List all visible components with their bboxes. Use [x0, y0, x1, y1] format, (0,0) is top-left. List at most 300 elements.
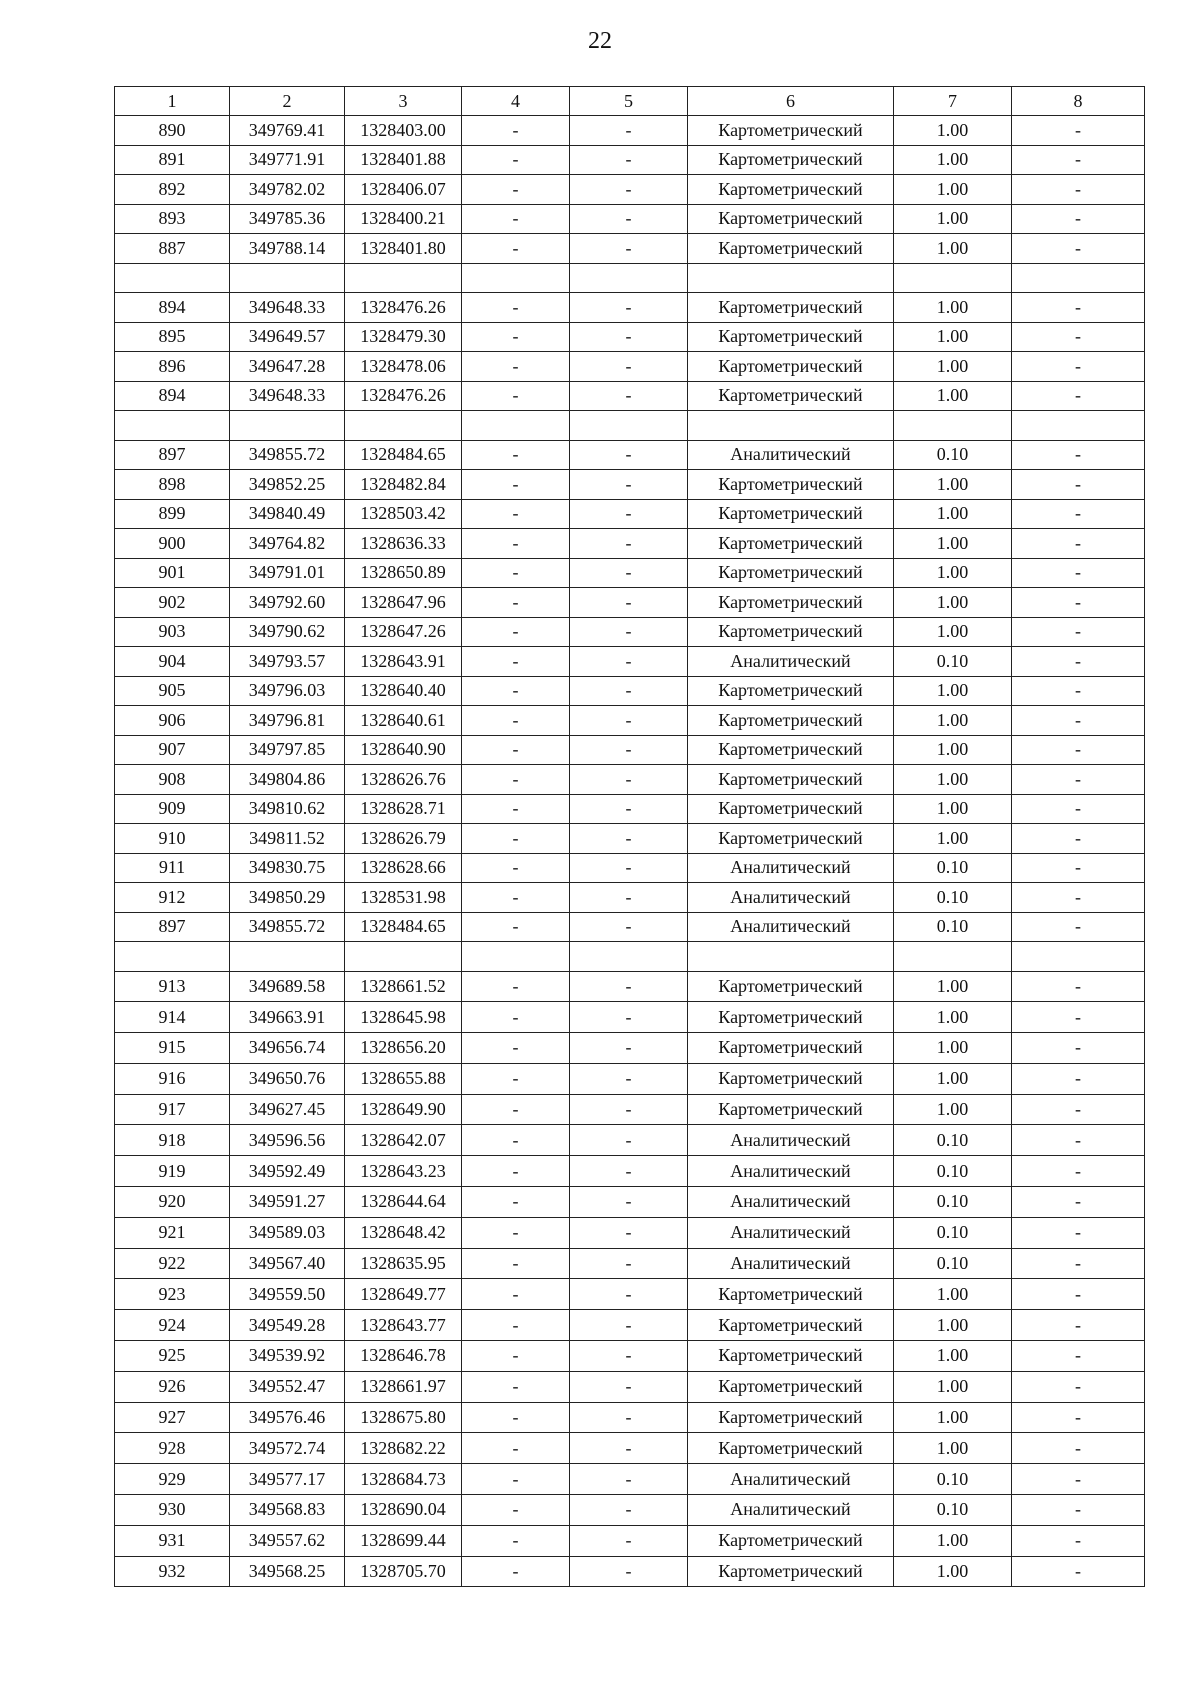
- table-cell: -: [462, 1248, 570, 1279]
- table-cell: -: [1012, 204, 1145, 234]
- table-cell: 349592.49: [230, 1156, 345, 1187]
- table-cell: 1328646.78: [345, 1341, 462, 1372]
- table-cell: -: [570, 1495, 688, 1526]
- table-cell: -: [462, 1094, 570, 1125]
- separator-cell: [688, 411, 894, 441]
- table-cell: 1.00: [894, 706, 1012, 736]
- table-row: [115, 440, 1145, 470]
- table-cell: -: [570, 175, 688, 205]
- table-cell: -: [1012, 1310, 1145, 1341]
- table-cell: -: [1012, 352, 1145, 382]
- table-cell: 1328478.06: [345, 352, 462, 382]
- table-cell: -: [462, 145, 570, 175]
- table-cell: 1.00: [894, 1371, 1012, 1402]
- table-cell: 349855.72: [230, 440, 345, 470]
- table-row: [115, 204, 1145, 234]
- table-cell: -: [462, 1371, 570, 1402]
- table-cell: 349577.17: [230, 1464, 345, 1495]
- table-cell: 1.00: [894, 1525, 1012, 1556]
- table-cell: -: [1012, 529, 1145, 559]
- table-cell: -: [570, 735, 688, 765]
- table-cell: 919: [115, 1156, 230, 1187]
- table-cell: -: [1012, 1248, 1145, 1279]
- table-cell: Картометрический: [688, 765, 894, 795]
- separator-row: [115, 263, 1145, 293]
- table-cell: -: [462, 588, 570, 618]
- table-cell: -: [1012, 617, 1145, 647]
- column-header: 1: [115, 87, 230, 116]
- table-cell: 1328647.26: [345, 617, 462, 647]
- table-cell: Картометрический: [688, 116, 894, 146]
- table-cell: 1328628.71: [345, 794, 462, 824]
- table-cell: Аналитический: [688, 647, 894, 677]
- table-cell: Картометрический: [688, 145, 894, 175]
- separator-cell: [115, 263, 230, 293]
- table-cell: -: [570, 145, 688, 175]
- separator-cell: [894, 411, 1012, 441]
- table-cell: -: [570, 470, 688, 500]
- table-cell: 0.10: [894, 853, 1012, 883]
- table-cell: 903: [115, 617, 230, 647]
- table-cell: -: [1012, 1125, 1145, 1156]
- table-cell: -: [462, 1464, 570, 1495]
- table-cell: 895: [115, 322, 230, 352]
- table-cell: 1328690.04: [345, 1495, 462, 1526]
- table-cell: 931: [115, 1525, 230, 1556]
- table-cell: 1.00: [894, 175, 1012, 205]
- table-cell: 1.00: [894, 971, 1012, 1002]
- separator-cell: [345, 411, 462, 441]
- table-cell: 0.10: [894, 1248, 1012, 1279]
- table-cell: -: [1012, 1187, 1145, 1218]
- table-cell: -: [1012, 470, 1145, 500]
- table-cell: -: [570, 1033, 688, 1064]
- table-cell: -: [1012, 322, 1145, 352]
- table-cell: -: [570, 1341, 688, 1372]
- table-row: [115, 647, 1145, 677]
- table-cell: 349785.36: [230, 204, 345, 234]
- table-cell: -: [462, 529, 570, 559]
- table-cell: Картометрический: [688, 617, 894, 647]
- table-cell: 1.00: [894, 145, 1012, 175]
- table-cell: Картометрический: [688, 1525, 894, 1556]
- table-row: [115, 558, 1145, 588]
- header-row: [115, 87, 1145, 116]
- table-cell: -: [462, 1063, 570, 1094]
- separator-cell: [230, 411, 345, 441]
- table-cell: -: [462, 883, 570, 913]
- table-cell: -: [570, 706, 688, 736]
- table-cell: Картометрический: [688, 1433, 894, 1464]
- table-cell: -: [1012, 558, 1145, 588]
- table-cell: -: [462, 1495, 570, 1526]
- table-cell: -: [462, 853, 570, 883]
- table-cell: Картометрический: [688, 1002, 894, 1033]
- table-cell: -: [1012, 293, 1145, 323]
- table-cell: 349771.91: [230, 145, 345, 175]
- table-cell: Картометрический: [688, 1371, 894, 1402]
- table-cell: 1328643.91: [345, 647, 462, 677]
- table-cell: 349796.81: [230, 706, 345, 736]
- table-cell: 1328661.52: [345, 971, 462, 1002]
- table-row: [115, 1556, 1145, 1587]
- table-cell: -: [570, 293, 688, 323]
- table-cell: -: [570, 1156, 688, 1187]
- table-cell: 1328482.84: [345, 470, 462, 500]
- table-cell: 1328484.65: [345, 912, 462, 942]
- table-cell: Аналитический: [688, 1125, 894, 1156]
- table-cell: Аналитический: [688, 440, 894, 470]
- table-cell: -: [570, 883, 688, 913]
- table-cell: -: [570, 647, 688, 677]
- table-cell: -: [462, 1310, 570, 1341]
- table-row: [115, 470, 1145, 500]
- table-cell: -: [1012, 1063, 1145, 1094]
- table-row: [115, 293, 1145, 323]
- table-cell: 0.10: [894, 1125, 1012, 1156]
- table-cell: -: [462, 234, 570, 264]
- table-cell: -: [462, 824, 570, 854]
- table-row: [115, 1495, 1145, 1526]
- table-cell: 1.00: [894, 1341, 1012, 1372]
- table-cell: -: [1012, 1217, 1145, 1248]
- table-row: [115, 853, 1145, 883]
- table-cell: 1328403.00: [345, 116, 462, 146]
- table-cell: 349764.82: [230, 529, 345, 559]
- separator-cell: [570, 411, 688, 441]
- separator-cell: [894, 263, 1012, 293]
- table-cell: 894: [115, 293, 230, 323]
- table-cell: -: [570, 1556, 688, 1587]
- table-cell: -: [1012, 971, 1145, 1002]
- table-cell: 1328661.97: [345, 1371, 462, 1402]
- table-cell: 1328655.88: [345, 1063, 462, 1094]
- table-cell: 1328684.73: [345, 1464, 462, 1495]
- table-cell: -: [462, 1125, 570, 1156]
- table-cell: 1328705.70: [345, 1556, 462, 1587]
- table-cell: -: [570, 1125, 688, 1156]
- table-cell: 1328640.40: [345, 676, 462, 706]
- table-cell: Аналитический: [688, 912, 894, 942]
- table-row: [115, 617, 1145, 647]
- separator-cell: [1012, 263, 1145, 293]
- table-cell: Картометрический: [688, 204, 894, 234]
- table-cell: -: [1012, 1002, 1145, 1033]
- table-cell: 349650.76: [230, 1063, 345, 1094]
- table-cell: 1328476.26: [345, 293, 462, 323]
- table-cell: 909: [115, 794, 230, 824]
- table-cell: -: [462, 1556, 570, 1587]
- table-cell: -: [462, 1402, 570, 1433]
- table-cell: 349589.03: [230, 1217, 345, 1248]
- table-cell: 0.10: [894, 647, 1012, 677]
- table-cell: Картометрический: [688, 794, 894, 824]
- table-cell: Картометрический: [688, 1402, 894, 1433]
- table-cell: Картометрический: [688, 1279, 894, 1310]
- table-row: [115, 1402, 1145, 1433]
- table-cell: -: [570, 381, 688, 411]
- table-cell: 1328650.89: [345, 558, 462, 588]
- table-cell: 916: [115, 1063, 230, 1094]
- table-cell: 907: [115, 735, 230, 765]
- table-cell: 930: [115, 1495, 230, 1526]
- table-cell: 920: [115, 1187, 230, 1218]
- table-cell: -: [1012, 145, 1145, 175]
- table-cell: Картометрический: [688, 234, 894, 264]
- table-cell: 1328656.20: [345, 1033, 462, 1064]
- table-cell: -: [570, 352, 688, 382]
- table-cell: -: [1012, 765, 1145, 795]
- table-cell: -: [1012, 175, 1145, 205]
- coordinates-table: [114, 86, 1145, 1587]
- table-cell: 1328628.66: [345, 853, 462, 883]
- table-cell: 349649.57: [230, 322, 345, 352]
- table-row: [115, 1371, 1145, 1402]
- separator-cell: [345, 263, 462, 293]
- column-header: 8: [1012, 87, 1145, 116]
- table-cell: -: [1012, 676, 1145, 706]
- table-cell: -: [1012, 1433, 1145, 1464]
- table-row: [115, 1279, 1145, 1310]
- table-cell: 921: [115, 1217, 230, 1248]
- table-cell: -: [462, 381, 570, 411]
- table-cell: 349791.01: [230, 558, 345, 588]
- table-row: [115, 529, 1145, 559]
- table-cell: 896: [115, 352, 230, 382]
- table-row: [115, 971, 1145, 1002]
- table-cell: 922: [115, 1248, 230, 1279]
- table-row: [115, 1310, 1145, 1341]
- table-cell: 894: [115, 381, 230, 411]
- table-cell: 349811.52: [230, 824, 345, 854]
- table-cell: Аналитический: [688, 853, 894, 883]
- table-cell: Картометрический: [688, 499, 894, 529]
- separator-cell: [115, 411, 230, 441]
- table-row: [115, 883, 1145, 913]
- separator-cell: [688, 263, 894, 293]
- table-cell: 887: [115, 234, 230, 264]
- table-cell: -: [1012, 116, 1145, 146]
- table-cell: 929: [115, 1464, 230, 1495]
- table-cell: 925: [115, 1341, 230, 1372]
- table-cell: -: [570, 1402, 688, 1433]
- table-row: [115, 499, 1145, 529]
- separator-cell: [462, 411, 570, 441]
- table-cell: -: [462, 765, 570, 795]
- table-cell: -: [570, 1217, 688, 1248]
- table-cell: Аналитический: [688, 1187, 894, 1218]
- table-cell: 349790.62: [230, 617, 345, 647]
- table-cell: -: [462, 647, 570, 677]
- table-cell: 1328479.30: [345, 322, 462, 352]
- table-cell: 1.00: [894, 1279, 1012, 1310]
- table-row: [115, 381, 1145, 411]
- table-cell: 932: [115, 1556, 230, 1587]
- table-cell: 1.00: [894, 1094, 1012, 1125]
- table-cell: -: [570, 794, 688, 824]
- table-cell: -: [1012, 1402, 1145, 1433]
- table-cell: 1328649.90: [345, 1094, 462, 1125]
- table-cell: 891: [115, 145, 230, 175]
- table-cell: 349591.27: [230, 1187, 345, 1218]
- table-cell: -: [570, 971, 688, 1002]
- table-cell: 0.10: [894, 440, 1012, 470]
- table-cell: 1.00: [894, 352, 1012, 382]
- table-cell: -: [570, 1371, 688, 1402]
- table-row: [115, 175, 1145, 205]
- table-cell: -: [1012, 1464, 1145, 1495]
- separator-cell: [115, 942, 230, 972]
- table-cell: Картометрический: [688, 381, 894, 411]
- table-row: [115, 1341, 1145, 1372]
- table-cell: 1.00: [894, 617, 1012, 647]
- table-cell: 0.10: [894, 883, 1012, 913]
- table-cell: 349557.62: [230, 1525, 345, 1556]
- table-row: [115, 1125, 1145, 1156]
- table-cell: 1328682.22: [345, 1433, 462, 1464]
- table-cell: 1328531.98: [345, 883, 462, 913]
- column-header: 5: [570, 87, 688, 116]
- table-cell: 1.00: [894, 234, 1012, 264]
- table-cell: 905: [115, 676, 230, 706]
- table-cell: -: [1012, 1156, 1145, 1187]
- separator-cell: [894, 942, 1012, 972]
- table-cell: -: [462, 293, 570, 323]
- table-cell: Аналитический: [688, 1495, 894, 1526]
- table-cell: -: [1012, 706, 1145, 736]
- table-cell: 898: [115, 470, 230, 500]
- table-row: [115, 1433, 1145, 1464]
- table-cell: 1.00: [894, 499, 1012, 529]
- table-cell: -: [1012, 883, 1145, 913]
- table-cell: 349576.46: [230, 1402, 345, 1433]
- table-cell: 0.10: [894, 1464, 1012, 1495]
- table-cell: 906: [115, 706, 230, 736]
- table-cell: -: [570, 1310, 688, 1341]
- table-cell: -: [570, 676, 688, 706]
- table-cell: 893: [115, 204, 230, 234]
- table-cell: 1328503.42: [345, 499, 462, 529]
- table-cell: -: [462, 1279, 570, 1310]
- table-cell: -: [1012, 647, 1145, 677]
- table-cell: 349797.85: [230, 735, 345, 765]
- table-cell: -: [462, 735, 570, 765]
- table-cell: -: [570, 234, 688, 264]
- table-cell: Картометрический: [688, 529, 894, 559]
- table-cell: -: [570, 558, 688, 588]
- table-cell: 0.10: [894, 1156, 1012, 1187]
- table-cell: Картометрический: [688, 676, 894, 706]
- table-cell: Картометрический: [688, 470, 894, 500]
- table-cell: 349830.75: [230, 853, 345, 883]
- table-cell: -: [570, 440, 688, 470]
- table-cell: -: [1012, 1525, 1145, 1556]
- table-cell: 0.10: [894, 1217, 1012, 1248]
- table-cell: Картометрический: [688, 352, 894, 382]
- table-row: [115, 765, 1145, 795]
- table-row: [115, 234, 1145, 264]
- table-cell: 349663.91: [230, 1002, 345, 1033]
- table-row: [115, 1156, 1145, 1187]
- table-cell: 1328635.95: [345, 1248, 462, 1279]
- table-cell: 1.00: [894, 322, 1012, 352]
- table-cell: -: [1012, 1341, 1145, 1372]
- table-cell: 1.00: [894, 1063, 1012, 1094]
- table-cell: -: [462, 1187, 570, 1218]
- table-row: [115, 912, 1145, 942]
- table-row: [115, 1525, 1145, 1556]
- table-cell: -: [570, 765, 688, 795]
- table-cell: Картометрический: [688, 322, 894, 352]
- table-cell: 1.00: [894, 676, 1012, 706]
- table-cell: 349796.03: [230, 676, 345, 706]
- table-cell: -: [462, 971, 570, 1002]
- table-cell: 349648.33: [230, 293, 345, 323]
- table-cell: -: [462, 470, 570, 500]
- table-row: [115, 1217, 1145, 1248]
- table-cell: -: [1012, 1556, 1145, 1587]
- table-cell: 901: [115, 558, 230, 588]
- table-cell: 1.00: [894, 293, 1012, 323]
- table-cell: -: [570, 1279, 688, 1310]
- table-cell: 0.10: [894, 1495, 1012, 1526]
- table-cell: 1328640.61: [345, 706, 462, 736]
- separator-cell: [570, 263, 688, 293]
- table-cell: 924: [115, 1310, 230, 1341]
- table-cell: 349792.60: [230, 588, 345, 618]
- table-cell: -: [570, 1063, 688, 1094]
- separator-cell: [1012, 411, 1145, 441]
- table-cell: -: [462, 1156, 570, 1187]
- table-cell: 914: [115, 1002, 230, 1033]
- table-cell: 349572.74: [230, 1433, 345, 1464]
- table-cell: 349552.47: [230, 1371, 345, 1402]
- table-cell: -: [462, 1341, 570, 1372]
- table-cell: 349689.58: [230, 971, 345, 1002]
- table-cell: -: [570, 1187, 688, 1218]
- table-cell: -: [1012, 912, 1145, 942]
- table-cell: Аналитический: [688, 1217, 894, 1248]
- table-cell: Картометрический: [688, 1341, 894, 1372]
- table-cell: Картометрический: [688, 293, 894, 323]
- separator-cell: [230, 942, 345, 972]
- table-cell: 1.00: [894, 1402, 1012, 1433]
- table-cell: 1328636.33: [345, 529, 462, 559]
- table-cell: -: [1012, 499, 1145, 529]
- table-cell: -: [1012, 824, 1145, 854]
- table-row: [115, 588, 1145, 618]
- table-cell: 349782.02: [230, 175, 345, 205]
- table-cell: -: [570, 853, 688, 883]
- table-cell: 1.00: [894, 204, 1012, 234]
- table-cell: 1.00: [894, 735, 1012, 765]
- table-cell: 349647.28: [230, 352, 345, 382]
- table-cell: 1328647.96: [345, 588, 462, 618]
- table-cell: 908: [115, 765, 230, 795]
- table-cell: Картометрический: [688, 588, 894, 618]
- table-cell: 1.00: [894, 765, 1012, 795]
- table-cell: 349567.40: [230, 1248, 345, 1279]
- table-cell: Аналитический: [688, 883, 894, 913]
- table-cell: 1328406.07: [345, 175, 462, 205]
- table-cell: 1328476.26: [345, 381, 462, 411]
- table-cell: 899: [115, 499, 230, 529]
- table-cell: -: [570, 912, 688, 942]
- table-cell: -: [462, 1217, 570, 1248]
- table-cell: 1328643.77: [345, 1310, 462, 1341]
- table-cell: -: [1012, 1371, 1145, 1402]
- table-cell: 1328648.42: [345, 1217, 462, 1248]
